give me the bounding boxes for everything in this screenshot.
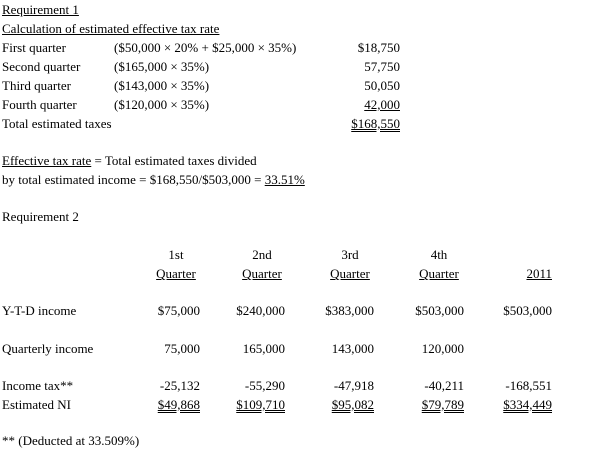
q3-label: Third quarter xyxy=(2,78,71,93)
q2-amount: 57,750 xyxy=(364,59,400,74)
col-4-header-bottom xyxy=(409,266,469,282)
col-4-header-top: 4th xyxy=(430,247,448,262)
row-tax-q2: -55,290 xyxy=(244,378,285,393)
col-2-header-top: 2nd xyxy=(252,247,272,262)
col-2-header-label: Quarter xyxy=(242,266,282,281)
row-ni-year-value: $334,449 xyxy=(503,397,552,412)
row-quarterly-q4: 120,000 xyxy=(421,341,464,356)
total-amount xyxy=(320,116,400,132)
row-ni-q4 xyxy=(384,397,464,413)
row-ytd-q2: $240,000 xyxy=(236,303,285,318)
effective-rate-text-1: = Total estimated taxes divided xyxy=(91,153,257,168)
row-tax-q4: -40,211 xyxy=(424,378,464,393)
q1-amount: $18,750 xyxy=(357,40,400,55)
row-tax-q1: -25,132 xyxy=(159,378,200,393)
q3-calc: ($143,000 × 35%) xyxy=(114,78,210,93)
row-ni-q2-value: $109,710 xyxy=(236,397,285,412)
effective-rate-label: Effective tax rate xyxy=(2,153,92,168)
row-ytd-year: $503,000 xyxy=(503,303,552,318)
effective-rate-value: 33.51% xyxy=(264,172,305,187)
col-1-header-label: Quarter xyxy=(156,266,196,281)
row-ni-q1-value: $49,868 xyxy=(157,397,200,412)
q1-calc: ($50,000 × 20% + $25,000 × 35%) xyxy=(114,40,297,55)
row-ni-year xyxy=(472,397,552,413)
q2-label: Second quarter xyxy=(2,59,81,74)
total-label: Total estimated taxes xyxy=(2,116,112,131)
row-tax-year: -168,551 xyxy=(505,378,552,393)
q1-label: First quarter xyxy=(2,40,66,55)
requirement-1-title: Requirement 1 xyxy=(2,2,79,17)
row-ytd-q1: $75,000 xyxy=(157,303,200,318)
row-ytd-label: Y-T-D income xyxy=(2,303,77,318)
footnote: ** (Deducted at 33.509%) xyxy=(2,433,140,448)
row-quarterly-q3: 143,000 xyxy=(331,341,374,356)
row-quarterly-q2: 165,000 xyxy=(242,341,285,356)
total-amount-value: $168,550 xyxy=(351,116,400,131)
effective-rate-text-2: by total estimated income = $168,550/$503,000 = xyxy=(2,172,265,187)
q2-calc: ($165,000 × 35%) xyxy=(114,59,210,74)
col-2-header-bottom xyxy=(232,266,292,282)
col-1-header-top: 1st xyxy=(168,247,184,262)
col-1-header-bottom xyxy=(146,266,206,282)
col-5-header-label: 2011 xyxy=(526,266,552,281)
q4-amount-value: 42,000 xyxy=(364,97,400,112)
requirement-1-subtitle: Calculation of estimated effective tax rate xyxy=(2,21,220,36)
row-ytd-q3: $383,000 xyxy=(325,303,374,318)
col-5-header-bottom xyxy=(492,266,552,282)
col-3-header-label: Quarter xyxy=(330,266,370,281)
row-quarterly-label: Quarterly income xyxy=(2,341,94,356)
row-quarterly-q1: 75,000 xyxy=(164,341,200,356)
effective-rate-line-1 xyxy=(2,153,257,169)
q3-amount: 50,050 xyxy=(364,78,400,93)
col-3-header-top: 3rd xyxy=(341,247,359,262)
row-ni-q2 xyxy=(205,397,285,413)
row-ytd-q4: $503,000 xyxy=(415,303,464,318)
q4-calc: ($120,000 × 35%) xyxy=(114,97,210,112)
q4-amount xyxy=(320,97,400,113)
requirement-2-title: Requirement 2 xyxy=(2,209,79,224)
row-tax-q3: -47,918 xyxy=(333,378,374,393)
row-ni-q1 xyxy=(120,397,200,413)
row-ni-q3 xyxy=(294,397,374,413)
row-ni-label: Estimated NI xyxy=(2,397,71,412)
q4-label: Fourth quarter xyxy=(2,97,77,112)
row-ni-q3-value: $95,082 xyxy=(331,397,374,412)
col-3-header-bottom xyxy=(320,266,380,282)
effective-rate-line-2 xyxy=(2,172,305,188)
row-tax-label: Income tax** xyxy=(2,378,74,393)
col-4-header-label: Quarter xyxy=(419,266,459,281)
row-ni-q4-value: $79,789 xyxy=(421,397,464,412)
